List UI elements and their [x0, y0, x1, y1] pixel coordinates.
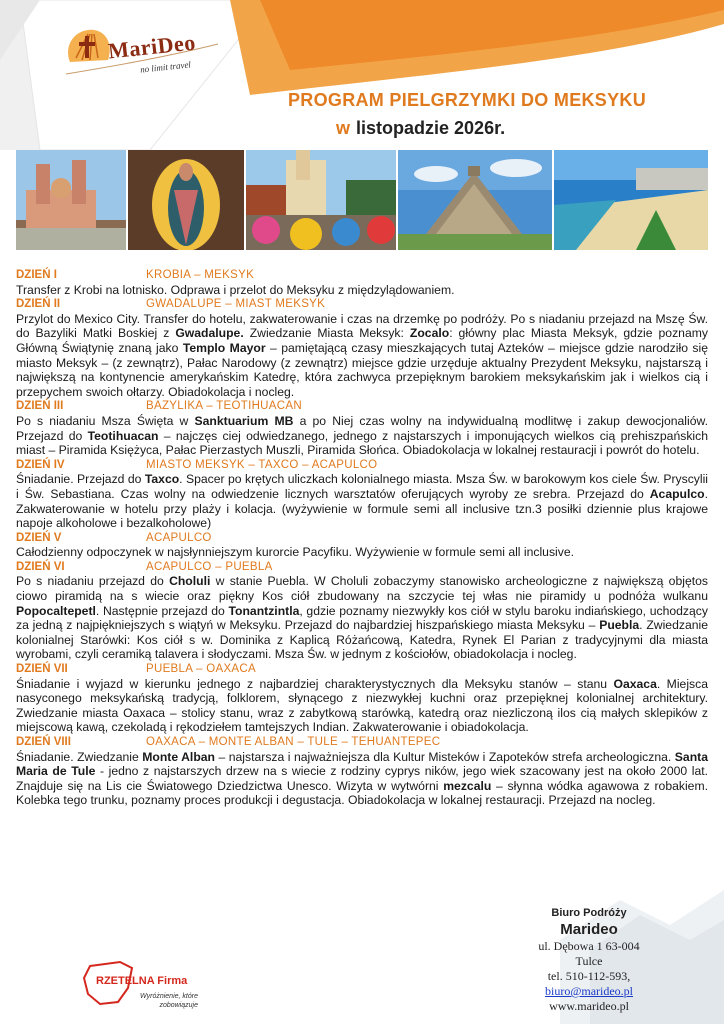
- brand-tagline: no limit travel: [139, 59, 192, 75]
- page-subtitle: [336, 118, 505, 139]
- day-highlight: Taxco: [144, 472, 180, 487]
- day-highlight: Oaxaca: [613, 676, 657, 691]
- day-text: . Miejsca nasyconego meksykańską tradycją, folklorem, słynącego z niezwykłej kuchni oraz przepięknej kolonialnej architektury. Zwiedzanie miasta Oaxaca – stolicy stanu, wraz z zabytkową starówką, katedrą oraz niezliczoną ilos cią małych sklepików z miejscową kawą, czekoladą i rękodziełem tamtejszych Indian. Zakwaterowanie i obiadokolacja.: [16, 676, 708, 735]
- office-address: ul. Dębowa 1 63-004: [538, 939, 640, 953]
- title-date: listopadzie 2026r.: [356, 118, 506, 138]
- day-route: PUEBLA – OAXACA: [146, 663, 256, 676]
- day-label: DZIEŃ VII: [16, 663, 68, 676]
- day-description: [16, 750, 708, 808]
- day-description: [16, 545, 708, 560]
- day-highlight: Choluli: [169, 574, 211, 589]
- day-highlight: Puebla: [599, 618, 640, 633]
- office-phone: tel. 510-112-593,: [547, 969, 631, 983]
- office-website[interactable]: www.marideo.pl: [549, 999, 629, 1013]
- day-route: MIASTO MEKSYK – TAXCO – ACAPULCO: [146, 458, 378, 471]
- day-text: Po s niadaniu przejazd do: [16, 574, 170, 589]
- day-highlight: Gwadalupe.: [175, 326, 244, 341]
- day-route: BAZYLIKA – TEOTIHUACAN: [146, 400, 302, 413]
- office-email-link[interactable]: biuro@marideo.pl: [544, 984, 634, 998]
- guadalupe-image-photo: [128, 150, 244, 250]
- day-highlight: Santa Maria de Tule: [16, 749, 708, 779]
- day-highlight: Monte Alban: [142, 749, 215, 764]
- day-text: w stanie Puebla. W Choluli zobaczymy stanowisko archeologiczne z największą objętos ciowo piramidą na s wiecie oraz piękny Kos ciół zbudowany na szczycie tej włas nie piramidy u podnóża wulkanu: [16, 574, 708, 604]
- day-description: [16, 677, 708, 735]
- day-text: . Następnie przejazd do: [95, 603, 229, 618]
- day-text: : główny plac Miasta Meksyk, gdzie poznamy Główną Świątynię znaną jako: [16, 326, 708, 355]
- day-route: OAXACA – MONTE ALBAN – TULE – TEHUANTEPEC: [146, 736, 441, 748]
- day-text: – najczęs ciej odwiedzanego, jednego z najstarszych i imponujących wielkos cią prehiszpańskich miast – Piramida Księżyca, Pałac Pierzastych Muszli, Piramida Słońca. Obiadokolacja w lokalnej restauracji i powrót do hotelu.: [16, 428, 708, 458]
- day-text: . Zakwaterowanie w hotelu przy plaży i kolacja. (wyżywienie w formule semi all inclusive tzn.3 posiłki dziennie plus krajowe napoje alkoholowe i bezalkoholowe): [16, 486, 708, 531]
- day-text: . Spacer po krętych uliczkach kolonialnego miasta. Msza Św. w barokowym kos ciele Św. Pryscylii i Św. Sebastiana. Czas wolny na odwiedzenie licznych warsztatów oferujących wyroby ze srebra. Przejazd do: [16, 472, 709, 501]
- office-contact: [510, 906, 668, 1014]
- day-text: Po s niadaniu Msza Święta w: [16, 413, 195, 428]
- office-label: Biuro Podróży: [551, 907, 627, 919]
- day-text: – pamiętającą czasy mieszkających tutaj Azteków – miejsce gdzie narodziło się miasto Meksyk – (z zewnątrz), Pałac Narodowy (z zewnątrz) miejsce gdzie urzęduje aktualny Prezydent Meksyku, najstarszą i największą na kontynencie amerykańskim Katedrę, która zachwyca przepięknym barokiem meksykańskim jak i wielkos cią i przepychem swoich ołtarzy. Obiadokolacja i nocleg.: [16, 340, 708, 399]
- day-text: Zwiedzanie Miasta Meksyk:: [243, 326, 410, 341]
- day-text: a po Niej czas wolny na indywidualną modlitwę i zakup dewocjonaliów. Przejazd do: [16, 413, 708, 443]
- brand-name: MariDeo: [106, 29, 197, 64]
- office-city: Tulce: [575, 954, 603, 968]
- day-label: DZIEŃ II: [16, 298, 61, 311]
- office-name: Marideo: [560, 921, 618, 938]
- day-description: [16, 283, 708, 298]
- day-label: DZIEŃ V: [16, 531, 62, 544]
- page-title: PROGRAM PIELGRZYMKI DO MEKSYKU: [288, 90, 647, 110]
- badge-subtitle-line: zobowiązuje: [159, 1002, 198, 1009]
- day-description: [16, 574, 708, 662]
- day-text: Całodzienny odpoczynek w najsłynniejszym kurorcie Pacyfiku. Wyżywienie w formule semi all inclusive.: [16, 545, 575, 560]
- day-header: [16, 297, 708, 312]
- chichen-itza-photo: [398, 150, 552, 250]
- day-text: Śniadanie. Przejazd do: [16, 472, 145, 487]
- title-prefix: w: [336, 118, 351, 138]
- day-text: – najstarsza i najważniejsza dla Kultur Misteków i Zapoteków strefa archeologiczna.: [214, 749, 675, 764]
- photo-strip: [16, 150, 708, 250]
- day-highlight: mezcalu: [443, 778, 492, 793]
- day-header: [16, 268, 708, 283]
- badge-subtitle: [140, 992, 198, 1010]
- day-route: KROBIA – MEKSYK: [146, 269, 255, 281]
- day-header: [16, 399, 708, 414]
- day-label: DZIEŃ VIII: [16, 736, 71, 748]
- day-route: ACAPULCO: [146, 531, 212, 544]
- day-highlight: Teotihuacan: [87, 428, 159, 443]
- badge-subtitle-line: Wyróżnienie, które: [140, 993, 198, 1000]
- day-label: DZIEŃ I: [16, 269, 57, 281]
- day-text: - jedno z najstarszych drzew na s wiecie z rodziny cyprys ników, jego wiek szacowany jest na około 2000 lat. Znajduje się na Lis cie Światowego Dziedzictwa Unesco. Wizyta w wytwórni: [16, 764, 708, 793]
- badge-title: RZETELNA Firma: [96, 975, 188, 987]
- acapulco-beach-photo: [554, 150, 708, 250]
- day-highlight: Tonantzintla: [228, 603, 300, 618]
- day-description: [16, 312, 708, 400]
- day-header: [16, 458, 708, 473]
- day-label: DZIEŃ III: [16, 400, 64, 413]
- day-header: [16, 662, 708, 677]
- itinerary: [16, 268, 708, 808]
- procession-photo: [246, 150, 396, 250]
- day-label: DZIEŃ IV: [16, 458, 65, 471]
- day-text: , gdzie poznamy niezwykły kos ciół w stylu baroku indiańskiego, uchodzący za jedną z najpiękniejszych s wiątyń w Meksyku. Przejazd do najbardziej hiszpańskiego miasta Meksyku –: [16, 603, 708, 633]
- day-route: ACAPULCO – PUEBLA: [146, 560, 273, 573]
- day-highlight: Templo Mayor: [182, 340, 266, 355]
- day-header: [16, 531, 708, 546]
- brand-logo: [62, 22, 222, 84]
- day-header: [16, 735, 708, 750]
- day-text: Śniadanie i wyjazd w kierunku jednego z najbardziej charakterystycznych dla Meksyku stanów – stanu: [16, 676, 614, 691]
- day-highlight: Acapulco: [649, 486, 705, 501]
- day-description: [16, 414, 708, 458]
- day-route: GWADALUPE – MIAST MEKSYK: [146, 298, 326, 311]
- taxco-church-photo: [16, 150, 126, 250]
- day-text: Przylot do Mexico City. Transfer do hotelu, zakwaterowanie i czas na drzemkę po podróży. Po s niadaniu przejazd na Mszę Św. do Bazyliki Matki Boskiej z: [16, 311, 708, 341]
- day-text: . Zwiedzanie kolonialnej Starówki: Kos ciół s w. Dominika z Kaplicą Różańcową, Katedra, Rynek El Parian z tradycyjnymi dla miasta wyrobami, czyli ceramiką talavera i słodyczami. Msza Św. w jednym z kościołów, obiadokolacja i nocleg.: [16, 618, 708, 662]
- day-text: – słynna wódka agawowa z robakiem. Kolebka tego trunku, poznamy proces produkcji i degustacja. Obiadokolacja w lokalnej restauracji. Przejazd na nocleg.: [16, 778, 708, 808]
- day-highlight: Sanktuarium MB: [194, 413, 294, 428]
- day-label: DZIEŃ VI: [16, 560, 65, 573]
- day-description: [16, 472, 708, 530]
- day-text: Transfer z Krobi na lotnisko. Odprawa i przelot do Meksyku z międzylądowaniem.: [16, 282, 455, 297]
- day-highlight: Zocalo: [409, 326, 450, 341]
- day-header: [16, 560, 708, 575]
- day-highlight: Popocaltepetl: [16, 603, 96, 618]
- day-text: Śniadanie. Zwiedzanie: [16, 749, 143, 764]
